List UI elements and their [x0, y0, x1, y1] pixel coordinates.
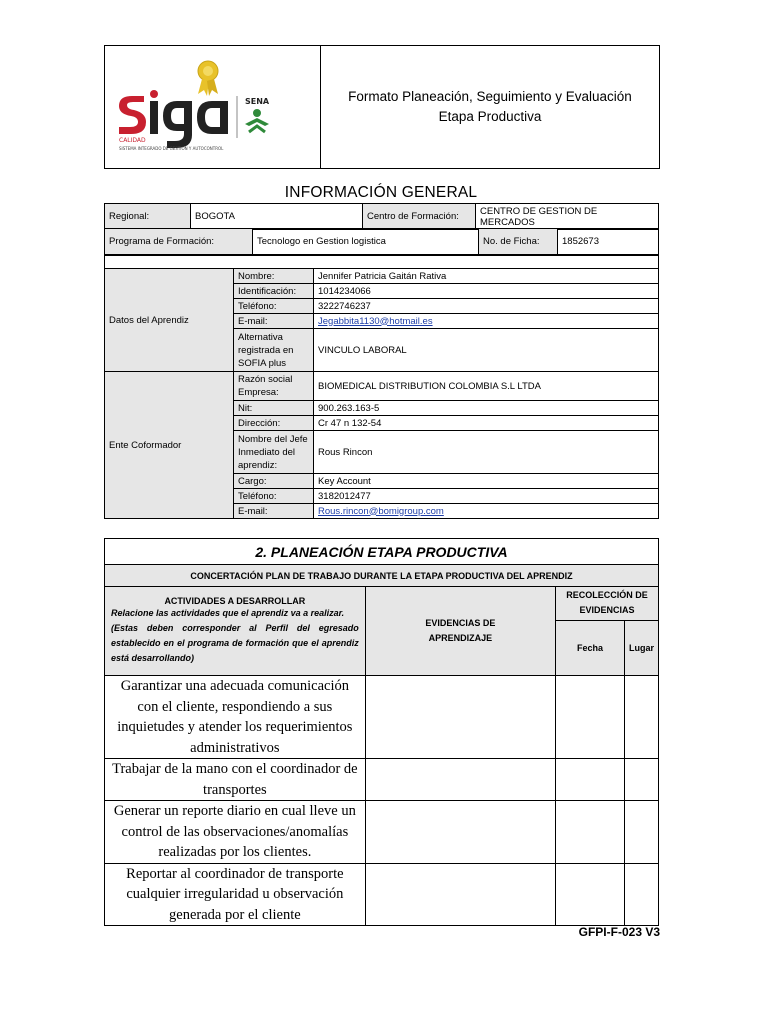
ficha-value: 1852673: [558, 229, 659, 255]
activity-row-4: Reportar al coordinador de transporte cualquier irregularidad u observación generada por el cliente: [105, 863, 366, 926]
aprendiz-nombre-label: Nombre:: [234, 269, 314, 284]
aprendiz-email-link[interactable]: Jegabbita1130@hotmail.es: [318, 315, 433, 327]
aprendiz-section-label: Datos del Aprendiz: [105, 269, 234, 372]
programa-value: Tecnologo en Gestion logistica: [253, 229, 479, 255]
award-ribbon-icon: [198, 61, 218, 96]
programa-table: [104, 228, 659, 255]
sena-text: SENA: [245, 97, 270, 106]
spacer-row: [105, 256, 659, 269]
coformador-jefe-label: Nombre del Jefe Inmediato del aprendiz:: [234, 431, 314, 474]
aprendiz-id-label: Identificación:: [234, 284, 314, 299]
lugar-cell-1[interactable]: [624, 676, 658, 759]
planeacion-title: 2. PLANEACIÓN ETAPA PRODUCTIVA: [105, 539, 659, 565]
aprendiz-coformador-table: [104, 255, 659, 519]
programa-label: Programa de Formación:: [105, 229, 253, 255]
coformador-cargo-value: Key Account: [314, 474, 659, 489]
coformador-razon-value: BIOMEDICAL DISTRIBUTION COLOMBIA S.L LTDA: [314, 372, 659, 401]
lugar-cell-4[interactable]: [624, 863, 658, 926]
lugar-cell-3[interactable]: [624, 801, 658, 864]
evidencia-cell-4[interactable]: [365, 863, 555, 926]
evidencia-cell-2[interactable]: [365, 759, 555, 801]
planeacion-subtitle: CONCERTACIÓN PLAN DE TRABAJO DURANTE LA ETAPA PRODUCTIVA DEL APRENDIZ: [105, 565, 659, 587]
aprendiz-email-label: E-mail:: [234, 314, 314, 329]
aprendiz-telefono-label: Teléfono:: [234, 299, 314, 314]
evidencia-cell-3[interactable]: [365, 801, 555, 864]
ficha-label: No. de Ficha:: [479, 229, 558, 255]
evidencia-cell-1[interactable]: [365, 676, 555, 759]
section-title-info-general: INFORMACIÓN GENERAL: [284, 184, 478, 201]
activity-row-2: Trabajar de la mano con el coordinador de transportes: [105, 759, 366, 801]
aprendiz-id-value: 1014234066: [314, 284, 659, 299]
activity-row-3: Generar un reporte diario en cual lleve un control de las observaciones/anomalías realizadas por los clientes.: [105, 801, 366, 864]
fecha-cell-3[interactable]: [556, 801, 625, 864]
coformador-nit-label: Nit:: [234, 401, 314, 416]
centro-label: Centro de Formación:: [363, 204, 476, 230]
coformador-telefono-label: Teléfono:: [234, 489, 314, 504]
coformador-email-label: E-mail:: [234, 504, 314, 519]
actividades-header-cell: [105, 587, 366, 676]
document-header: [104, 45, 660, 169]
lugar-header: Lugar: [624, 620, 658, 675]
coformador-nit-value: 900.263.163-5: [314, 401, 659, 416]
aprendiz-telefono-value: 3222746237: [314, 299, 659, 314]
aprendiz-alternativa-value: VINCULO LABORAL: [314, 329, 659, 372]
coformador-direccion-label: Dirección:: [234, 416, 314, 431]
recoleccion-header: RECOLECCIÓN DE EVIDENCIAS: [556, 587, 659, 621]
siga-sena-logo: [105, 46, 320, 168]
actividades-note-2: (Estas deben corresponder al Perfil del egresado establecido en el programa de formación que el aprendiz está desarrollando): [111, 623, 359, 663]
aprendiz-alternativa-label: Alternativa registrada en SOFIA plus: [234, 329, 314, 372]
coformador-razon-label: Razón social Empresa:: [234, 372, 314, 401]
document-title: Formato Planeación, Seguimiento y Evaluación Etapa Productiva: [348, 89, 632, 124]
siga-subtext: CALIDAD: [119, 137, 146, 144]
siga-tagline: SISTEMA INTEGRADO DE GESTIÓN Y AUTOCONTROL: [119, 146, 224, 151]
lugar-cell-2[interactable]: [624, 759, 658, 801]
form-code: GFPI-F-023 V3: [578, 925, 660, 939]
coformador-direccion-value: Cr 47 n 132-54: [314, 416, 659, 431]
sena-logo-icon: [245, 97, 270, 132]
actividades-note-1: Relacione las actividades que el aprendiz va a realizar.: [111, 608, 345, 618]
coformador-email-link[interactable]: Rous.rincon@bomigroup.com: [318, 505, 444, 517]
regional-table: [104, 203, 659, 230]
coformador-jefe-value: Rous Rincon: [314, 431, 659, 474]
actividades-header: ACTIVIDADES A DESARROLLAR: [164, 596, 306, 606]
planeacion-table: [104, 538, 659, 926]
regional-label: Regional:: [105, 204, 191, 230]
fecha-cell-4[interactable]: [556, 863, 625, 926]
regional-value: BOGOTA: [191, 204, 363, 230]
aprendiz-nombre-value: Jennifer Patricia Gaitán Rativa: [314, 269, 659, 284]
centro-value: CENTRO DE GESTION DE MERCADOS: [476, 204, 659, 230]
fecha-cell-2[interactable]: [556, 759, 625, 801]
coformador-telefono-value: 3182012477: [314, 489, 659, 504]
coformador-section-label: Ente Coformador: [105, 372, 234, 519]
logo-cell: [105, 46, 321, 168]
fecha-header: Fecha: [556, 620, 625, 675]
activity-row-1: Garantizar una adecuada comunicación con el cliente, respondiendo a sus inquietudes y atender los requerimientos administrativos: [105, 676, 366, 759]
fecha-cell-1[interactable]: [556, 676, 625, 759]
evidencias-header: EVIDENCIAS DE APRENDIZAJE: [365, 587, 555, 676]
coformador-cargo-label: Cargo:: [234, 474, 314, 489]
